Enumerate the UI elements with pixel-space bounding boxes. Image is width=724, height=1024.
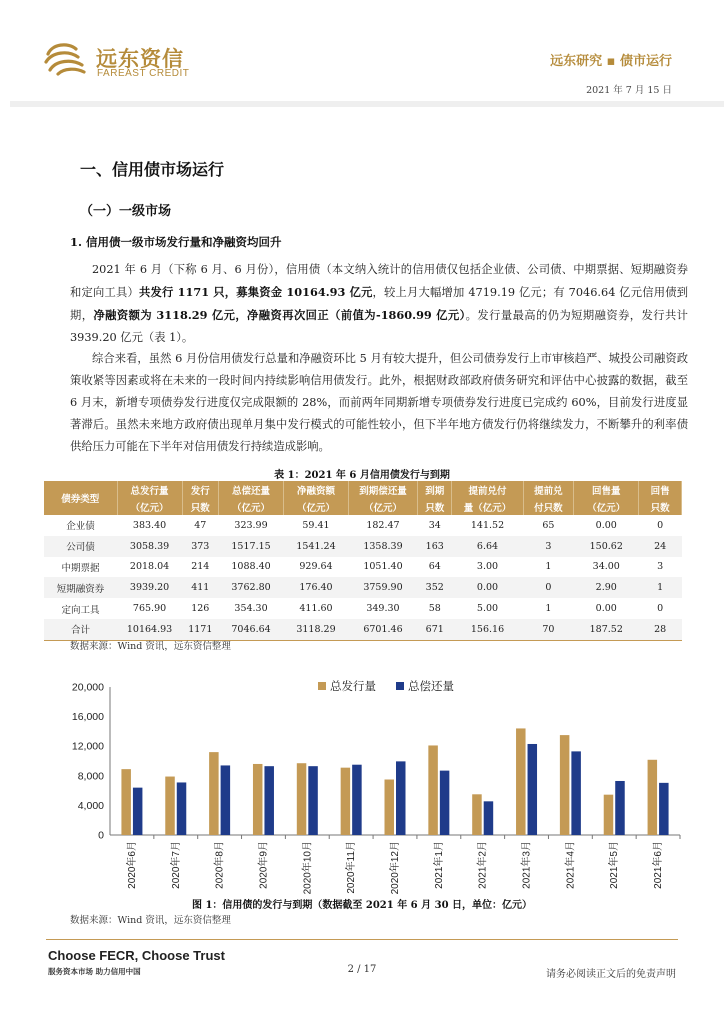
table-cell: 58	[428, 603, 441, 615]
table-row-label: 定向工具	[61, 604, 100, 616]
table-cell: 187.52	[574, 619, 639, 640]
x-tick-label: 2021年5月	[609, 841, 621, 889]
bar-repayment	[264, 766, 274, 835]
table-cell: 0.00	[452, 577, 523, 598]
paragraph-text: 。发行量最高的仍为短期融资券，发行共计 3939.20 亿元（表 1）。	[70, 309, 688, 344]
paragraph-emphasis: 净融资额为 3118.29 亿元，净融资再次回正（前值为-1860.99 亿元）	[93, 308, 466, 322]
table-cell: 24	[639, 536, 682, 557]
bar-repayment	[528, 744, 538, 835]
table-header-cell: 付只数	[523, 498, 574, 515]
table-row	[44, 536, 682, 557]
bar-repayment	[659, 783, 669, 835]
x-tick-label: 2020年8月	[214, 841, 226, 889]
bar-issuance	[341, 768, 351, 835]
bar-repayment	[440, 771, 450, 835]
section-heading: 一、信用债市场运行	[80, 160, 225, 179]
table-header-cell: （亿元）	[219, 498, 284, 515]
legend-label: 总发行量	[330, 681, 376, 693]
table-cell: 176.40	[284, 577, 349, 598]
table-cell: 1541.24	[284, 536, 349, 557]
issuance-chart	[40, 672, 690, 894]
table-header-cell: 提前兑付	[452, 481, 523, 498]
x-tick-label: 2021年6月	[653, 841, 665, 889]
table-cell: 0	[523, 577, 574, 598]
paragraph-text: 2021 年 6 月（下称 6 月、6 月份），信用债（本文纳入统计的信用债仅包括企业债、公司债、中期票据、短期融资券和定向工具）	[70, 263, 688, 299]
footer-sub-slogan: 服务资本市场 助力信用中国	[48, 967, 141, 976]
table-header-cell: 只数	[182, 498, 219, 515]
table-cell: 0.00	[595, 603, 617, 615]
table-cell: 671	[417, 619, 452, 640]
report-date: 2021 年 7 月 15 日	[586, 85, 672, 96]
table-cell: 156.16	[452, 619, 523, 640]
paragraph-issuance	[70, 259, 688, 349]
footer-slogan: Choose FECR, Choose Trust	[48, 948, 225, 963]
table-row-label: 短期融资券	[44, 577, 117, 598]
table-cell: 6701.46	[348, 619, 417, 640]
table-cell: 0	[657, 603, 664, 615]
table-cell: 411	[182, 577, 219, 598]
table-header-cell: 净融资额	[284, 481, 349, 498]
x-tick-label: 2020年6月	[126, 841, 138, 889]
legend-swatch	[318, 682, 326, 690]
report-series: 远东研究 ▪ 债市运行	[550, 54, 672, 69]
table-cell: 34	[428, 519, 441, 531]
table-header-cell: 回售量	[574, 481, 639, 498]
table-row-label: 公司债	[44, 536, 117, 557]
table-cell: 70	[523, 619, 574, 640]
table-cell: 47	[194, 519, 207, 531]
y-tick-label: 8,000	[77, 770, 104, 783]
table-header-cell: （亿元）	[574, 498, 639, 515]
bar-issuance	[428, 745, 438, 835]
bar-issuance	[121, 769, 131, 835]
table-cell: 1	[639, 577, 682, 598]
table-cell: 2.90	[574, 577, 639, 598]
table-header-cell: 只数	[639, 498, 682, 515]
table-cell: 163	[417, 536, 452, 557]
x-tick-label: 2020年12月	[390, 841, 401, 894]
bar-repayment	[308, 766, 318, 835]
table-row-label: 合计	[44, 619, 117, 640]
table-cell: 354.30	[234, 603, 268, 615]
disclaimer-note: 请务必阅读正文后的免责声明	[546, 969, 676, 980]
bar-issuance	[604, 795, 614, 835]
subsubsection-heading: 1. 信用债一级市场发行量和净融资均回升	[70, 235, 282, 249]
table-cell: 3759.90	[348, 577, 417, 598]
table-cell: 141.52	[470, 519, 505, 531]
bar-issuance	[385, 780, 395, 836]
bar-repayment	[396, 761, 406, 835]
bar-repayment	[177, 782, 187, 835]
paragraph-text: ，较上月大幅增加 4719.19 亿元；有 7046.64 亿元信用债到期，	[70, 286, 688, 322]
bar-repayment	[571, 751, 581, 835]
x-tick-label: 2021年3月	[521, 841, 533, 889]
figure-caption: 图 1：信用债的发行与到期（数据截至 2021 年 6 月 30 日，单位：亿元）	[191, 900, 533, 911]
table-cell: 352	[417, 577, 452, 598]
table-cell: 64	[428, 561, 441, 573]
table-row	[44, 515, 682, 536]
table-cell: 6.64	[452, 536, 523, 557]
bar-issuance	[516, 728, 526, 835]
table-row-label: 企业债	[66, 521, 95, 533]
table-cell: 5.00	[476, 603, 499, 615]
figure-source: 数据来源：Wind 资讯，远东资信整理	[70, 915, 231, 926]
table-cell: 765.90	[132, 603, 167, 615]
table-cell: 0	[657, 519, 664, 531]
paragraph-text: 综合来看，虽然 6 月份信用债发行总量和净融资环比 5 月有较大提升，但公司债券发行上市审核趋严、城投公司融资政策收紧等因素或将在未来的一段时间内持续影响信用债发行。此外，根据财政部政府债务研究和评估中心披露的数据，截至 6 月末，新增专项债券发行进度仅完成限额的 28%，而前两年同期新增专项债券发行进度已完成约 60%，目前发行进度显著滞后。虽然未来地方政府债出现单月集中发行模式的可能性较小，但下半年地方债发行仍将继续发力，不断攀升的利率债供给压力可能在下半年对信用债发行持续造成影响。	[70, 352, 688, 453]
table-row	[44, 598, 682, 619]
table-row-label: 中期票据	[61, 562, 100, 574]
table-header-cell: （亿元）	[348, 498, 417, 515]
fareast-logo-icon	[42, 40, 88, 76]
table-header-cell: 回售	[639, 481, 682, 498]
table-cell: 1	[545, 603, 552, 615]
bar-issuance	[297, 763, 307, 835]
bar-repayment	[221, 765, 231, 835]
table-cell: 1	[545, 561, 552, 573]
table-header-cell: 债券类型	[44, 481, 117, 515]
table-cell: 3	[523, 536, 574, 557]
table-cell: 373	[182, 536, 219, 557]
bar-issuance	[165, 777, 175, 835]
table-cell: 28	[639, 619, 682, 640]
legend-swatch	[396, 682, 404, 690]
table-cell: 3.00	[476, 561, 499, 573]
brand-name: 远东资信	[96, 47, 184, 71]
brand-name-english: FAREAST CREDIT	[97, 68, 190, 79]
table-cell: 411.60	[299, 603, 333, 615]
x-tick-label: 2021年2月	[477, 841, 489, 889]
table-header-cell: 发行	[182, 481, 219, 498]
table-header-cell: 到期偿还量	[348, 481, 417, 498]
table-cell: 323.99	[234, 519, 268, 531]
table-cell: 3	[657, 561, 664, 573]
table-cell: 929.64	[299, 561, 333, 573]
table-cell: 3058.39	[117, 536, 182, 557]
table-cell: 214	[191, 561, 210, 573]
header-divider	[10, 101, 724, 107]
x-tick-label: 2020年7月	[170, 841, 182, 889]
bar-issuance	[472, 794, 482, 835]
x-tick-label: 2020年10月	[302, 841, 314, 894]
table-header-cell: 量（亿元）	[452, 498, 523, 515]
table-row	[44, 577, 682, 598]
bar-repayment	[133, 788, 143, 835]
table-cell: 126	[191, 603, 210, 615]
table-header-cell: 提前兑	[523, 481, 574, 498]
table-cell: 1051.40	[363, 561, 403, 573]
x-tick-label: 2021年1月	[433, 841, 445, 889]
table-row	[44, 557, 682, 578]
table-cell: 383.40	[132, 519, 167, 531]
table-cell: 3118.29	[284, 619, 349, 640]
table-header-cell: （亿元）	[117, 498, 182, 515]
table-cell: 0.00	[595, 519, 617, 531]
table-source: 数据来源：Wind 资讯，远东资信整理	[70, 641, 231, 652]
paragraph-emphasis: 共发行 1171 只，募集资金 10164.93 亿元	[139, 285, 373, 299]
table-cell: 34.00	[592, 561, 620, 573]
y-tick-label: 12,000	[71, 740, 104, 753]
y-tick-label: 20,000	[71, 681, 104, 694]
x-tick-label: 2020年9月	[258, 841, 270, 889]
page-number: 2 / 17	[347, 964, 377, 975]
table-header-cell: 到期	[417, 481, 452, 498]
table-title: 表 1：2021 年 6 月信用债发行与到期	[274, 470, 450, 481]
table-cell: 1358.39	[348, 536, 417, 557]
table-cell: 1517.15	[219, 536, 284, 557]
table-header-cell: 总偿还量	[219, 481, 284, 498]
table-header-cell: 只数	[417, 498, 452, 515]
table-cell: 150.62	[574, 536, 639, 557]
legend-label: 总偿还量	[408, 681, 454, 693]
y-tick-label: 4,000	[77, 799, 104, 812]
bar-issuance	[209, 752, 219, 835]
bar-issuance	[253, 764, 263, 835]
table-cell: 3762.80	[219, 577, 284, 598]
paragraph-outlook	[70, 348, 688, 458]
table-cell: 65	[542, 519, 555, 531]
bar-repayment	[352, 765, 362, 835]
table-cell: 2018.04	[129, 561, 170, 573]
table-cell: 1171	[182, 619, 219, 640]
bar-issuance	[560, 735, 570, 835]
y-tick-label: 16,000	[71, 711, 104, 724]
table-cell: 182.47	[366, 519, 400, 531]
table-cell: 7046.64	[219, 619, 284, 640]
table-cell: 3939.20	[117, 577, 182, 598]
footer-divider	[46, 939, 678, 940]
table-cell: 1088.40	[231, 561, 271, 573]
table-cell: 349.30	[366, 603, 400, 615]
table-cell: 59.41	[302, 519, 330, 531]
x-tick-label: 2020年11月	[346, 841, 358, 894]
y-tick-label: 0	[98, 829, 104, 842]
bar-issuance	[648, 760, 658, 835]
issuance-table	[44, 481, 682, 641]
bar-repayment	[615, 781, 625, 835]
bar-repayment	[484, 801, 494, 835]
table-cell: 10164.93	[117, 619, 182, 640]
table-header-cell: 总发行量	[117, 481, 182, 498]
table-header-cell: （亿元）	[284, 498, 349, 515]
subsection-heading: （一）一级市场	[80, 204, 172, 219]
x-tick-label: 2021年4月	[565, 841, 577, 889]
